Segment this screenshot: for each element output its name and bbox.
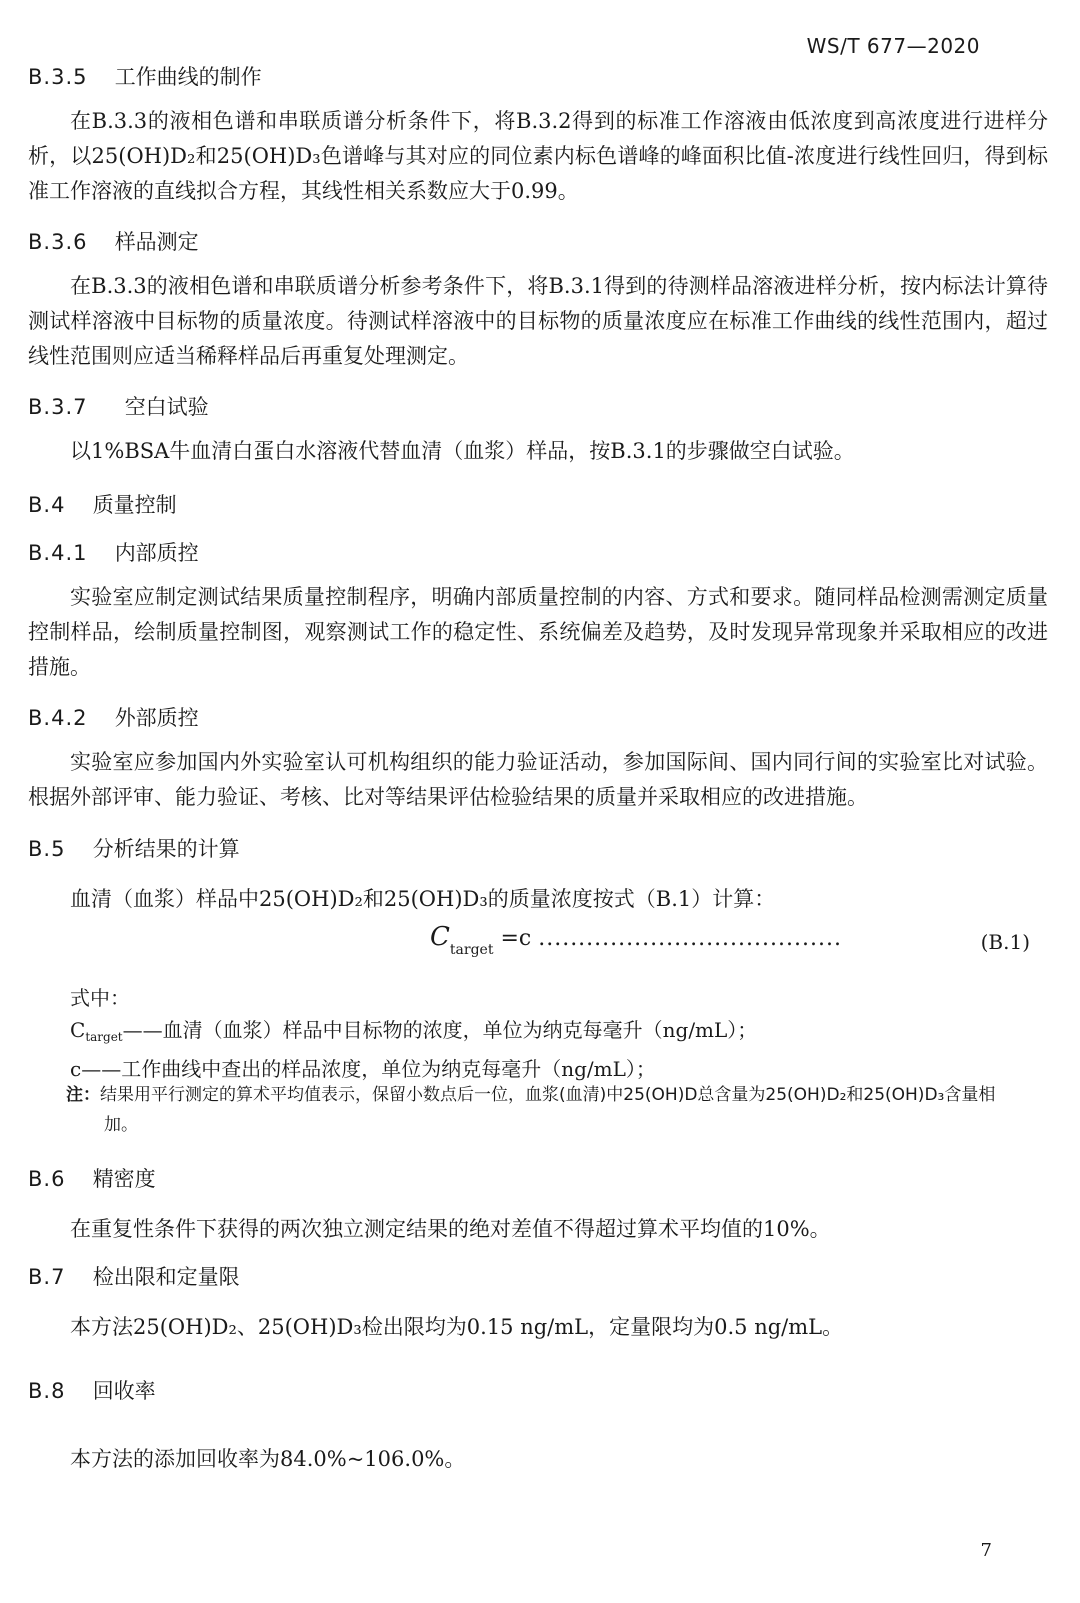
section-number: B.4 (28, 493, 66, 517)
where-clause (70, 982, 1040, 1014)
formula-symbol: C (430, 922, 450, 952)
standard-code: WS/T 677—2020 (806, 34, 980, 58)
note-text: 结果用平行测定的算术平均值表示，保留小数点后一位，血浆(血清)中25(OH)D总含量为25(OH)D₂和25(OH)D₃含量相加。 (100, 1085, 996, 1135)
section-heading (28, 62, 1048, 92)
section-b6 (28, 1164, 1048, 1247)
section-number: B.8 (28, 1379, 66, 1403)
formula-reference: (B.1) (980, 930, 1030, 954)
section-title: 精密度 (92, 1167, 156, 1191)
section-title: 回收率 (92, 1379, 156, 1403)
section-title: 检出限和定量限 (92, 1265, 240, 1289)
formula-b1 (430, 922, 1030, 966)
section-number: B.3.6 (28, 230, 88, 254)
section-paragraph: 以1%BSA牛血清白蛋白水溶液代替血清（血浆）样品，按B.3.1的步骤做空白试验。 (70, 439, 855, 463)
section-number: B.4.1 (28, 541, 88, 565)
section-b36 (28, 227, 1048, 374)
where-description: ——血清（血浆）样品中目标物的浓度，单位为纳克每毫升（ng/mL）； (122, 1018, 758, 1042)
where-item (70, 1014, 1040, 1053)
section-heading (28, 703, 1048, 733)
section-paragraph: 血清（血浆）样品中25(OH)D₂和25(OH)D₃的质量浓度按式（B.1）计算： (70, 887, 776, 911)
section-number: B.7 (28, 1265, 66, 1289)
section-number: B.6 (28, 1167, 66, 1191)
section-b42 (28, 703, 1048, 815)
section-number: B.3.7 (28, 395, 88, 419)
section-title: 内部质控 (114, 541, 199, 565)
section-paragraph: 在B.3.3的液相色谱和串联质谱分析参考条件下，将B.3.1得到的待测样品溶液进样分析，按内标法计算待测试样溶液中目标物的质量浓度。待测试样溶液中的目标物的质量浓度应在标准工作曲线的线性范围内，超过线性范围则应适当稀释样品后再重复处理测定。 (28, 274, 1048, 368)
page-number: 7 (980, 1540, 992, 1561)
where-description: ——工作曲线中查出的样品浓度，单位为纳克每毫升（ng/mL）； (81, 1057, 656, 1081)
section-number: B.5 (28, 837, 66, 861)
note (66, 1080, 1026, 1140)
section-number: B.4.2 (28, 706, 88, 730)
section-title: 分析结果的计算 (92, 837, 240, 861)
section-heading (28, 392, 1048, 422)
formula-leader-dots: ...................................... (538, 926, 842, 951)
formula-rhs: =c (500, 926, 532, 951)
section-heading (28, 490, 1048, 520)
where-symbol: c (70, 1057, 82, 1081)
where-items (70, 1014, 1040, 1085)
section-heading (28, 227, 1048, 257)
section-paragraph: 在B.3.3的液相色谱和串联质谱分析条件下，将B.3.2得到的标准工作溶液由低浓度到高浓度进行进样分析，以25(OH)D₂和25(OH)D₃色谱峰与其对应的同位素内标色谱峰的峰面积比值-浓度进行线性回归，得到标准工作溶液的直线拟合方程，其线性相关系数应大于0.99。 (28, 109, 1048, 203)
note-label: 注： (66, 1085, 100, 1105)
section-title: 空白试验 (124, 395, 209, 419)
section-title: 样品测定 (114, 230, 199, 254)
section-title: 外部质控 (114, 706, 199, 730)
section-heading (28, 538, 1048, 568)
section-heading (28, 1376, 1048, 1406)
where-symbol: C (70, 1018, 86, 1042)
section-b8 (28, 1376, 1048, 1477)
section-paragraph: 实验室应参加国内外实验室认可机构组织的能力验证活动，参加国际间、国内同行间的实验室比对试验。根据外部评审、能力验证、考核、比对等结果评估检验结果的质量并采取相应的改进措施。 (28, 750, 1048, 809)
where-subscript: target (85, 1030, 123, 1044)
section-heading (28, 834, 1048, 864)
section-title: 工作曲线的制作 (114, 65, 262, 89)
section-paragraph: 本方法的添加回收率为84.0%~106.0%。 (70, 1447, 466, 1471)
section-heading (28, 1262, 1048, 1292)
formula-subscript: target (449, 942, 494, 958)
section-number: B.3.5 (28, 65, 88, 89)
section-b4 (28, 490, 1048, 520)
note-body (66, 1080, 1026, 1140)
section-b35 (28, 62, 1048, 209)
section-b7 (28, 1262, 1048, 1345)
section-b5 (28, 834, 1048, 917)
section-b37 (28, 392, 1048, 469)
section-paragraph: 实验室应制定测试结果质量控制程序，明确内部质量控制的内容、方式和要求。随同样品检测需测定质量控制样品，绘制质量控制图，观察测试工作的稳定性、系统偏差及趋势，及时发现异常现象并采取相应的改进措施。 (28, 585, 1048, 679)
section-paragraph: 在重复性条件下获得的两次独立测定结果的绝对差值不得超过算术平均值的10%。 (70, 1217, 831, 1241)
section-paragraph: 本方法25(OH)D₂、25(OH)D₃检出限均为0.15 ng/mL，定量限均为0.5 ng/mL。 (70, 1315, 844, 1339)
section-heading (28, 1164, 1048, 1194)
section-b41 (28, 538, 1048, 685)
where-label: 式中： (70, 986, 130, 1010)
section-title: 质量控制 (92, 493, 177, 517)
